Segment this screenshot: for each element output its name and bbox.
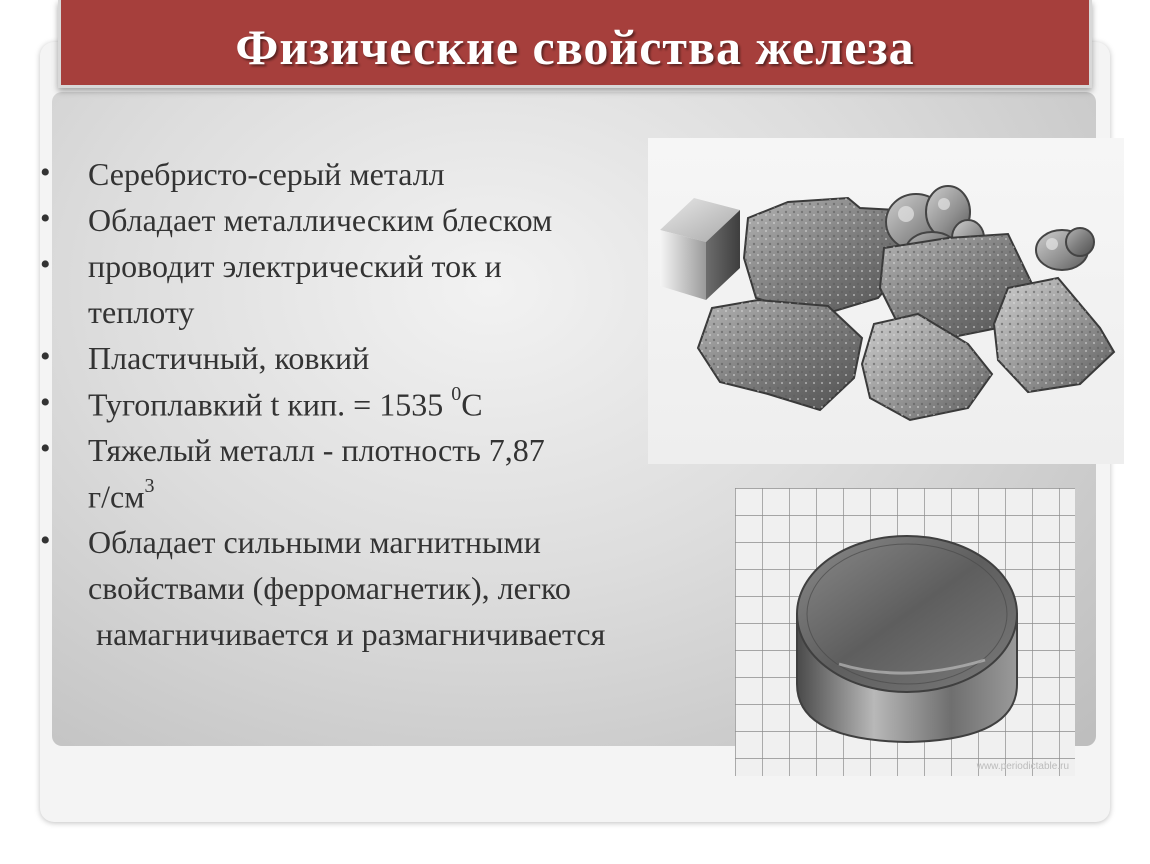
bullet-marker: •: [40, 248, 51, 281]
bullet-text: Серебристо-серый металл: [88, 156, 445, 192]
iron-cube: [660, 198, 740, 300]
bullet-marker: •: [40, 524, 51, 557]
bullet-text: Обладает сильными магнитными: [88, 524, 541, 560]
bullet-text: [88, 383, 483, 423]
bullet-text-continued: свойствами (ферромагнетик), легко: [88, 570, 571, 606]
bullet-marker: •: [40, 340, 51, 373]
magnet-cylinder-photo: [735, 488, 1075, 776]
bullet-text-continued: [88, 475, 155, 515]
bullet-marker: •: [40, 156, 51, 189]
bullet-text-continued: намагничивается и размагничивается: [88, 616, 606, 652]
density-unit: г/см: [88, 478, 145, 515]
bullet-marker: •: [40, 386, 51, 419]
bullet-marker: •: [40, 432, 51, 465]
bullet-text: Тяжелый металл - плотность 7,87: [88, 432, 545, 468]
bullet-marker: •: [40, 202, 51, 235]
slide-title: Физические свойства железа: [235, 18, 915, 75]
title-banner: [58, 0, 1092, 88]
bullet-text-continued: теплоту: [88, 294, 195, 330]
iron-pieces-photo: [648, 138, 1124, 464]
iron-pieces-illustration: [648, 138, 1124, 464]
cubic-superscript: 3: [144, 475, 155, 497]
bullet-text: Обладает металлическим блеском: [88, 202, 553, 238]
bullet-text: Пластичный, ковкий: [88, 340, 370, 376]
boiling-point-label: Тугоплавкий t кип. = 1535: [88, 386, 452, 423]
watermark-text: www.periodictable.ru: [976, 761, 1069, 772]
degree-superscript: 0: [451, 383, 462, 405]
magnet-illustration: [735, 488, 1075, 776]
celsius-unit: С: [461, 386, 483, 423]
bullet-text: проводит электрический ток и: [88, 248, 502, 284]
